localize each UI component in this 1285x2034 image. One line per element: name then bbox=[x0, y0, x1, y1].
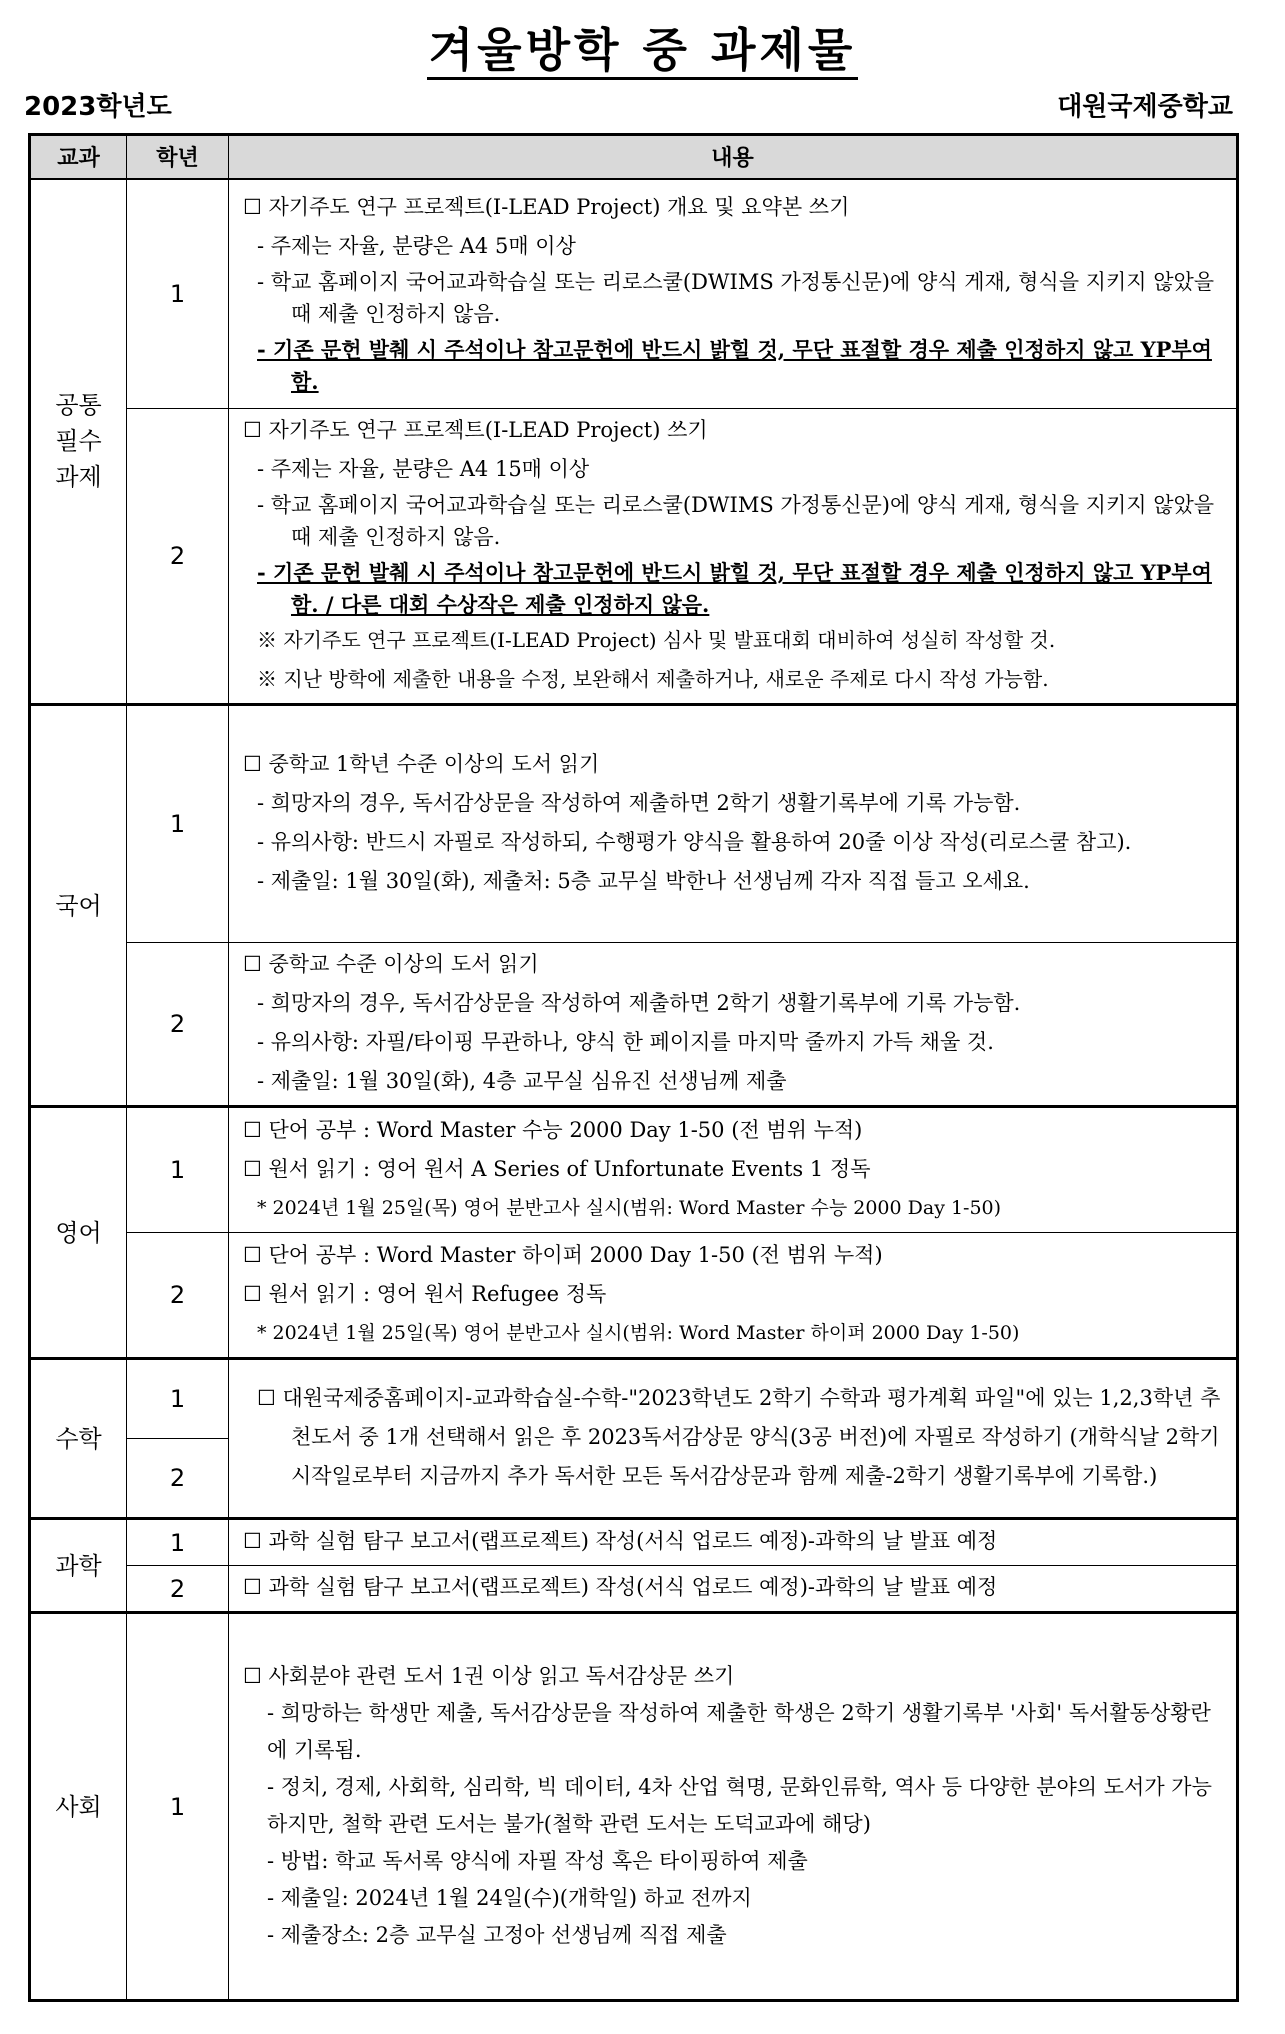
grade-cell: 1 bbox=[127, 1107, 229, 1233]
task-note: * 2024년 1월 25일(목) 영어 분반고사 실시(범위: Word Master 하이퍼 2000 Day 1-50) bbox=[257, 1321, 1020, 1344]
task-detail: - 학교 홈페이지 국어교과학습실 또는 리로스쿨(DWIMS 가정통신문)에 양식 게재, 형식을 지키지 않았을 때 제출 인정하지 않음. bbox=[257, 269, 1215, 326]
subject-math: 수학 bbox=[30, 1359, 127, 1519]
task-item: ☐ 대원국제중홈페이지-교과학습실-수학-"2023학년도 2학기 수학과 평가계획 파일"에 있는 1,2,3학년 추천도서 중 1개 선택해서 읽은 후 2023독서감상문 양식(3공 버전)에 자필로 작성하기 (개학식날 2학기 시작일로부터 지금까지 추가 독서한 모든 독서감상문과 함께 제출-2학기 생활기록부에 기록함.) bbox=[257, 1386, 1221, 1488]
subject-social: 사회 bbox=[30, 1613, 127, 2001]
table-row bbox=[30, 409, 1238, 705]
task-detail: - 주제는 자율, 분량은 A4 15매 이상 bbox=[257, 457, 590, 481]
task-item: ☐ 사회분야 관련 도서 1권 이상 읽고 독서감상문 쓰기 bbox=[243, 1663, 735, 1688]
task-detail: - 유의사항: 반드시 자필로 작성하되, 수행평가 양식을 활용하여 20줄 이상 작성(리로스쿨 참고). bbox=[257, 830, 1132, 854]
subject-science: 과학 bbox=[30, 1519, 127, 1613]
task-detail: - 제출일: 1월 30일(화), 4층 교무실 심유진 선생님께 제출 bbox=[257, 1069, 787, 1093]
table-row bbox=[30, 1359, 1238, 1439]
task-item: ☐ 자기주도 연구 프로젝트(I-LEAD Project) 쓰기 bbox=[243, 418, 708, 442]
header-subject: 교과 bbox=[30, 135, 127, 179]
subject-korean: 국어 bbox=[30, 705, 127, 1107]
task-item: ☐ 과학 실험 탐구 보고서(랩프로젝트) 작성(서식 업로드 예정)-과학의 날 발표 예정 bbox=[243, 1529, 998, 1553]
task-detail: - 제출일: 1월 30일(화), 제출처: 5층 교무실 박한나 선생님께 각자 직접 들고 오세요. bbox=[257, 869, 1030, 893]
content-cell bbox=[229, 1519, 1238, 1566]
grade-cell: 2 bbox=[127, 409, 229, 705]
content-cell bbox=[229, 1107, 1238, 1233]
task-item: ☐ 단어 공부 : Word Master 수능 2000 Day 1-50 (전 범위 누적) bbox=[243, 1117, 863, 1142]
task-detail: - 희망자의 경우, 독서감상문을 작성하여 제출하면 2학기 생활기록부에 기록 가능함. bbox=[257, 991, 1021, 1015]
grade-cell: 2 bbox=[127, 1566, 229, 1613]
grade-cell: 1 bbox=[127, 1519, 229, 1566]
task-detail: - 방법: 학교 독서록 양식에 자필 작성 혹은 타이핑하여 제출 bbox=[267, 1848, 808, 1873]
task-item: ☐ 단어 공부 : Word Master 하이퍼 2000 Day 1-50 (전 범위 누적) bbox=[243, 1242, 883, 1267]
task-note: * 2024년 1월 25일(목) 영어 분반고사 실시(범위: Word Master 수능 2000 Day 1-50) bbox=[257, 1196, 1002, 1219]
task-item: ☐ 중학교 1학년 수준 이상의 도서 읽기 bbox=[243, 752, 600, 776]
grade-cell: 2 bbox=[127, 1439, 229, 1519]
grade-cell: 2 bbox=[127, 1233, 229, 1359]
grade-cell: 2 bbox=[127, 943, 229, 1107]
task-item: ☐ 자기주도 연구 프로젝트(I-LEAD Project) 개요 및 요약본 쓰기 bbox=[243, 194, 850, 219]
task-detail: - 학교 홈페이지 국어교과학습실 또는 리로스쿨(DWIMS 가정통신문)에 양식 게재, 형식을 지키지 않았을 때 제출 인정하지 않음. bbox=[257, 493, 1215, 549]
task-note: ※ 자기주도 연구 프로젝트(I-LEAD Project) 심사 및 발표대회 대비하여 성실히 작성할 것. bbox=[257, 628, 1056, 652]
task-detail: - 제출장소: 2층 교무실 고정아 선생님께 직접 제출 bbox=[267, 1922, 727, 1947]
task-warning: - 기존 문헌 발췌 시 주석이나 참고문헌에 반드시 밝힐 것, 무단 표절할 경우 제출 인정하지 않고 YP부여함. bbox=[257, 336, 1212, 394]
table-row bbox=[30, 1107, 1238, 1233]
content-cell bbox=[229, 179, 1238, 409]
table-row bbox=[30, 179, 1238, 409]
task-item: ☐ 과학 실험 탐구 보고서(랩프로젝트) 작성(서식 업로드 예정)-과학의 날 발표 예정 bbox=[243, 1575, 998, 1599]
content-cell bbox=[229, 1566, 1238, 1613]
page-title: 겨울방학 중 과제물 bbox=[0, 14, 1285, 80]
table-row bbox=[30, 705, 1238, 943]
header-content: 내용 bbox=[229, 135, 1238, 179]
grade-cell: 1 bbox=[127, 705, 229, 943]
grade-cell: 1 bbox=[127, 1613, 229, 2001]
task-warning: - 기존 문헌 발췌 시 주석이나 참고문헌에 반드시 밝힐 것, 무단 표절할 경우 제출 인정하지 않고 YP부여함. / 다른 대회 수상작은 제출 인정하지 않음. bbox=[257, 560, 1212, 617]
school-name: 대원국제중학교 bbox=[1057, 92, 1233, 122]
task-detail: - 정치, 경제, 사회학, 심리학, 빅 데이터, 4차 산업 혁명, 문화인류학, 역사 등 다양한 분야의 도서가 가능하지만, 철학 관련 도서는 불가(철학 관련 도서는 도덕교과에 해당) bbox=[267, 1774, 1212, 1836]
content-cell bbox=[229, 705, 1238, 943]
table-row bbox=[30, 1233, 1238, 1359]
school-year: 2023학년도 bbox=[24, 92, 172, 122]
header-grade: 학년 bbox=[127, 135, 229, 179]
subject-common: 공통 필수 과제 bbox=[30, 179, 127, 705]
table-header-row bbox=[30, 135, 1238, 179]
task-note: ※ 지난 방학에 제출한 내용을 수정, 보완해서 제출하거나, 새로운 주제로 다시 작성 가능함. bbox=[257, 667, 1049, 691]
content-cell bbox=[229, 1233, 1238, 1359]
content-cell bbox=[229, 943, 1238, 1107]
task-detail: - 희망하는 학생만 제출, 독서감상문을 작성하여 제출한 학생은 2학기 생활기록부 '사회' 독서활동상황란에 기록됨. bbox=[267, 1700, 1211, 1762]
grade-cell: 1 bbox=[127, 179, 229, 409]
task-detail: - 유의사항: 자필/타이핑 무관하나, 양식 한 페이지를 마지막 줄까지 가득 채울 것. bbox=[257, 1030, 994, 1054]
task-item: ☐ 원서 읽기 : 영어 원서 A Series of Unfortunate Events 1 정독 bbox=[243, 1156, 871, 1181]
content-cell bbox=[229, 1613, 1238, 2001]
grade-cell: 1 bbox=[127, 1359, 229, 1439]
task-item: ☐ 원서 읽기 : 영어 원서 Refugee 정독 bbox=[243, 1281, 607, 1306]
table-row bbox=[30, 1613, 1238, 2001]
content-cell bbox=[229, 1359, 1238, 1519]
content-cell bbox=[229, 409, 1238, 705]
assignment-table bbox=[28, 133, 1239, 2002]
table-row bbox=[30, 943, 1238, 1107]
task-item: ☐ 중학교 수준 이상의 도서 읽기 bbox=[243, 952, 539, 976]
task-detail: - 희망자의 경우, 독서감상문을 작성하여 제출하면 2학기 생활기록부에 기록 가능함. bbox=[257, 791, 1021, 815]
task-detail: - 제출일: 2024년 1월 24일(수)(개학일) 하교 전까지 bbox=[267, 1885, 752, 1910]
task-detail: - 주제는 자율, 분량은 A4 5매 이상 bbox=[257, 233, 576, 258]
table-row bbox=[30, 1566, 1238, 1613]
subject-english: 영어 bbox=[30, 1107, 127, 1359]
table-row bbox=[30, 1519, 1238, 1566]
